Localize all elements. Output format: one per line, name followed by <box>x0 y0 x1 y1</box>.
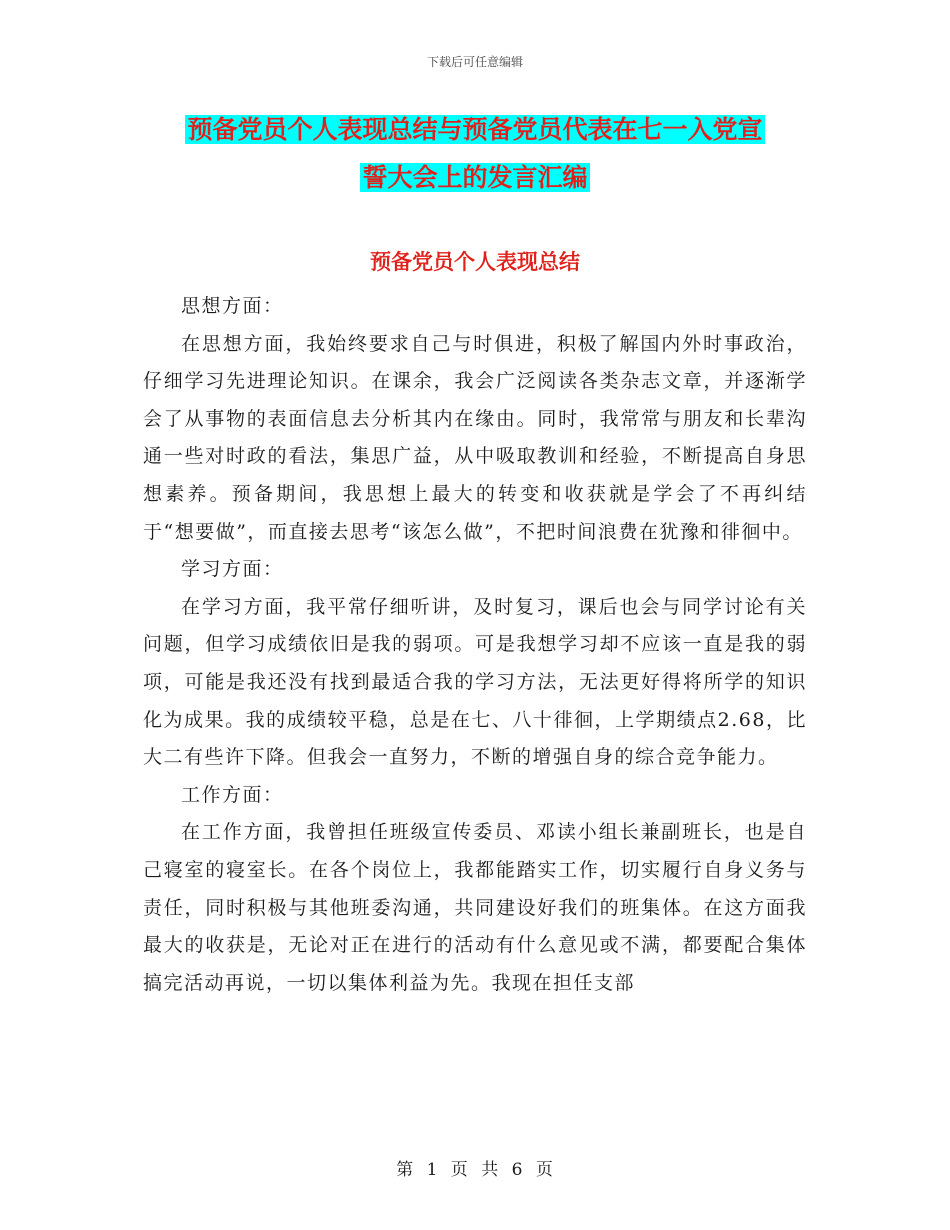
footer-page-label: 页 <box>450 1160 469 1180</box>
paragraph-thought: 在思想方面，我始终要求自己与时俱进，积极了解国内外时事政治，仔细学习先进理论知识。在课余，我会广泛阅读各类杂志文章，并逐渐学会了从事物的表面信息去分析其内在缘由。同时，我常常与朋友和长辈沟通一些对时政的看法，集思广益，从中吸取教训和经验，不断提高自身思想素养。预备期间，我思想上最大的转变和收获就是学会了不再纠结于“想要做”，而直接去思考“该怎么做”，不把时间浪费在犹豫和徘徊中。 <box>143 332 807 543</box>
header-note: 下载后可任意编辑 <box>426 55 523 69</box>
section-title: 预备党员个人表现总结 <box>370 249 580 274</box>
subheading-work: 工作方面： <box>181 783 284 806</box>
footer-prefix: 第 <box>396 1160 415 1180</box>
subheading-study: 学习方面： <box>181 558 284 581</box>
body-text <box>143 288 807 1002</box>
document-title-line-1: 预备党员个人表现总结与预备党员代表在七一入党宣 <box>187 115 763 144</box>
document-title <box>140 106 810 202</box>
footer-suffix: 页 <box>535 1160 554 1180</box>
page-footer <box>0 1155 950 1180</box>
page-number: 1 <box>426 1160 439 1180</box>
paragraph-study: 在学习方面，我平常仔细听讲，及时复习，课后也会与同学讨论有关问题，但学习成绩依旧是我的弱项。可是我想学习却不应该一直是我的弱项，可能是我还没有找到最适合我的学习方法，无法更好得将所学的知识化为成果。我的成绩较平稳，总是在七、八十徘徊，上学期绩点2.68，比大二有些许下降。但我会一直努力，不断的增强自身的综合竞争能力。 <box>143 595 807 769</box>
footer-total-label: 共 <box>481 1160 500 1180</box>
paragraph-work: 在工作方面，我曾担任班级宣传委员、邓读小组长兼副班长，也是自己寝室的寝室长。在各个岗位上，我都能踏实工作，切实履行自身义务与责任，同时积极与其他班委沟通，共同建设好我们的班集体。在这方面我最大的收获是，无论对正在进行的活动有什么意见或不满，都要配合集体搞完活动再说，一切以集体利益为先。我现在担任支部 <box>143 821 807 994</box>
document-title-line-2: 誓大会上的发言汇编 <box>362 163 588 192</box>
subheading-thought: 思想方面： <box>181 295 284 317</box>
total-pages: 6 <box>511 1160 524 1180</box>
